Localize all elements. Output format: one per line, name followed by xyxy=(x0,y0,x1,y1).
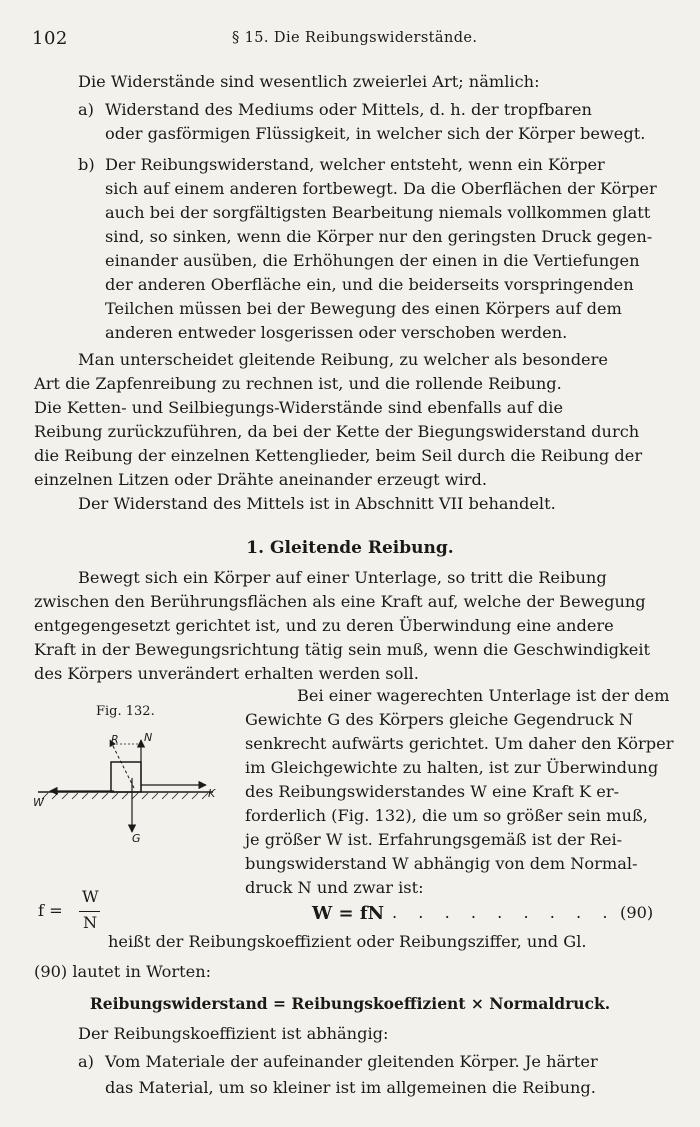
running-header xyxy=(32,28,660,50)
para2-line: Die Ketten- und Seilbiegungs-Widerstände sind ebenfalls auf die xyxy=(34,398,564,417)
para2-line: Man unterscheidet gleitende Reibung, zu welcher als besondere xyxy=(78,350,608,369)
para2-line: Reibung zurückzuführen, da bei der Kette der Biegungswiderstand durch xyxy=(34,422,640,441)
sliding-block xyxy=(111,762,141,792)
fraction-definition xyxy=(38,887,156,937)
para4-line: zwischen den Berührungsflächen als eine Kraft auf, welche der Bewegung xyxy=(34,592,646,611)
item-a-line: Vom Materiale der aufeinander gleitenden Körper. Je härter xyxy=(105,1052,598,1071)
para4-line: Bewegt sich ein Körper auf einer Unterlage, so tritt die Reibung xyxy=(78,568,607,587)
fraction-numerator: W xyxy=(82,887,99,906)
label-W: W xyxy=(33,796,44,809)
intro-b-line: der anderen Oberfläche ein, und die beiderseits vorspringenden xyxy=(105,275,634,294)
para4-line: des Körpers unverändert erhalten werden soll. xyxy=(34,664,419,683)
friction-diagram xyxy=(28,722,228,852)
word-equation: Reibungswiderstand = Reibungskoeffizient × Normaldruck. xyxy=(89,994,611,1013)
para6-line: heißt der Reibungskoeffizient oder Reibungsziffer, und Gl. xyxy=(108,932,587,951)
para4-line: Kraft in der Bewegungsrichtung tätig sein muß, wenn die Geschwindigkeit xyxy=(34,640,651,659)
para5-line: bungswiderstand W abhängig von dem Normal- xyxy=(245,854,638,873)
para5-line: Gewichte G des Körpers gleiche Gegendruck N xyxy=(245,710,634,729)
para2-line: Art die Zapfenreibung zu rechnen ist, und die rollende Reibung. xyxy=(34,374,562,393)
fraction-denominator: N xyxy=(83,913,98,932)
fraction-lhs: f = xyxy=(38,901,63,920)
list-marker-b: b) xyxy=(78,155,95,174)
fraction-bar xyxy=(79,911,100,912)
section-heading: 1. Gleitende Reibung. xyxy=(246,538,454,558)
intro-a-line: Widerstand des Mediums oder Mittels, d. h. der tropfbaren xyxy=(105,100,592,119)
intro-b-line: Teilchen müssen bei der Bewegung des einen Körpers auf dem xyxy=(105,299,622,318)
item-a-line: das Material, um so kleiner ist im allgemeinen die Reibung. xyxy=(105,1078,596,1097)
para5-line: forderlich (Fig. 132), die um so größer sein muß, xyxy=(245,806,648,825)
intro-b-line: sind, so sinken, wenn die Körper nur den geringsten Druck gegen- xyxy=(105,227,653,246)
para4-line: entgegengesetzt gerichtet ist, und zu deren Überwindung eine andere xyxy=(34,616,614,635)
para5-line: druck N und zwar ist: xyxy=(245,878,424,897)
para5-line: je größer W ist. Erfahrungsgemäß ist der Rei- xyxy=(245,830,623,849)
figure-caption: Fig. 132. xyxy=(96,704,155,719)
running-title: § 15. Die Reibungswiderstände. xyxy=(232,30,478,46)
ground-hatching xyxy=(42,793,208,799)
equation-formula: W = fN xyxy=(312,903,385,924)
intro-b-line: einander ausüben, die Erhöhungen der einen in die Vertiefungen xyxy=(105,251,640,270)
label-N: N xyxy=(144,731,153,744)
intro-b-line: Der Reibungswiderstand, welcher entsteht, wenn ein Körper xyxy=(105,155,605,174)
equation-leader: . . . . . . . . . xyxy=(392,903,616,922)
para3: Der Widerstand des Mittels ist in Abschnitt VII behandelt. xyxy=(78,494,556,513)
para5-line: Bei einer wagerechten Unterlage ist der dem xyxy=(297,686,670,705)
intro-b-line: anderen entweder losgerissen oder verschoben werden. xyxy=(105,323,568,342)
resultant-arrow xyxy=(110,740,134,788)
label-R: R xyxy=(111,733,119,746)
para5-line: des Reibungswiderstandes W eine Kraft K er- xyxy=(245,782,620,801)
para5-line: senkrecht aufwärts gerichtet. Um daher den Körper xyxy=(245,734,674,753)
intro-lead: Die Widerstände sind wesentlich zweierlei Art; nämlich: xyxy=(78,72,540,91)
para5-line: im Gleichgewichte zu halten, ist zur Überwindung xyxy=(245,758,659,777)
equation-number: (90) xyxy=(620,903,654,922)
para2-line: die Reibung der einzelnen Kettenglieder, beim Seil durch die Reibung der xyxy=(34,446,643,465)
intro-b-line: auch bei der sorgfältigsten Bearbeitung niemals vollkommen glatt xyxy=(105,203,651,222)
para2-line: einzelnen Litzen oder Drähte aneinander erzeugt wird. xyxy=(34,470,488,489)
intro-a-line: oder gasförmigen Flüssigkeit, in welcher sich der Körper bewegt. xyxy=(105,124,646,143)
list-marker-a-2: a) xyxy=(78,1052,94,1071)
para6-line: (90) lautet in Worten: xyxy=(34,962,212,981)
label-G: G xyxy=(132,832,141,845)
para7: Der Reibungskoeffizient ist abhängig: xyxy=(78,1024,389,1043)
label-K: K xyxy=(208,787,216,800)
intro-b-line: sich auf einem anderen fortbewegt. Da die Oberflächen der Körper xyxy=(105,179,657,198)
list-marker-a: a) xyxy=(78,100,94,119)
page-number: 102 xyxy=(32,28,68,49)
